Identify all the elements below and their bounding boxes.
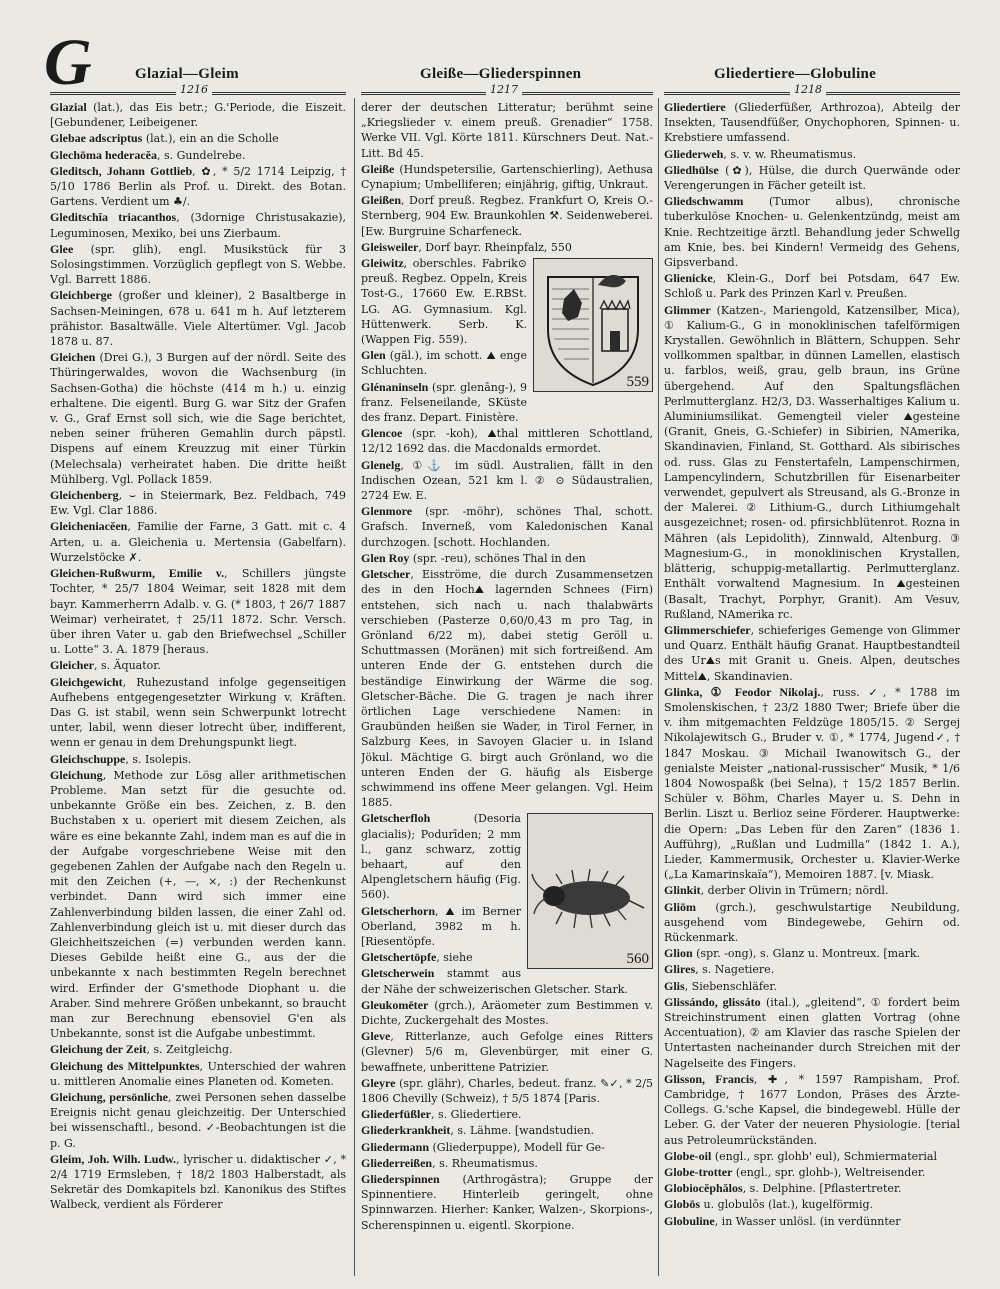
dictionary-entry (664, 685, 960, 883)
dictionary-entry (361, 193, 653, 239)
dictionary-entry (664, 883, 960, 898)
entry-text: , Unterschied der wahren u. mittleren Anomalie eines Planeten od. Kometen. (50, 1059, 346, 1088)
page-number-center: 1217 (486, 83, 522, 96)
dictionary-entry (664, 995, 960, 1071)
entry-text: , ✿, * 5/2 1714 Leipzig, † 5/10 1786 Berlin als Prof. u. Direkt. des Botan. Gartens. Verdient um ♣/. (50, 164, 346, 209)
dictionary-entry (361, 1140, 653, 1155)
insect-icon (528, 814, 652, 968)
entry-text: , Methode zur Lösg aller arithmetischen Probleme. Man setzt für die gesuchte od. unbekannte Größe ein bes. Zeichen, z. B. den Buchstaben x u. operiert mit diesem Zeichen, als wäre es eine bekannte Zahl, indem man es auf die in der Aufgabe vorgeschriebene Weise mit den gegebenen Zahlen der Aufgabe nach den Regeln u. mit den Zeichen (+, —, ×, :) der Rechenkunst verbindet. Dann wird sich immer eine Zahlenverbindung bilden lassen, die einer Zahl od. Zahlenverbindung gleich ist u. mit dieser durch das Gleichheitszeichen (=) verbunden werden kann. Dieses Gebilde heißt eine G., aus der die unbekannte x nach bestimmten Regeln berechnet wird. Erfinder der G'smethode Diophant u. die Araber. Sind mehrere Größen unbekannt, so braucht man zur Berechnung ebensoviel G'en als Unbekannte, sonst ist die Aufgabe unbestimmt. (50, 768, 346, 1041)
page-number-right: 1218 (790, 83, 826, 96)
entry-headword: Gleyre (361, 1075, 396, 1090)
dictionary-entry (361, 426, 653, 456)
entry-text: , Dorf bayr. Rheinpfalz, 550 (418, 240, 572, 254)
dictionary-entry (50, 488, 346, 518)
entry-headword: Glis (664, 978, 685, 993)
entry-text: (spr. glähr), Charles, bedeut. franz. ✎✓, * 2/5 1806 Chevilly (Schweiz), † 5/5 1874 [Paris. (361, 1076, 653, 1105)
entry-text: , Schillers jüngste Tochter, * 25/7 1804 Weimar, seit 1828 mit dem bayr. Kammerherrn Adalb. v. G. (* 1803, † 26/7 1887 Weimar) verheiratet, † 25/11 1872. Schr. Versch. über ihren Vater u. gab den Briefwechsel „Schiller u. Lotte“ 3. A. 1879 [heraus. (50, 567, 346, 657)
dictionary-entry (50, 1059, 346, 1089)
entry-headword: Gleichung der Zeit (50, 1042, 147, 1057)
entry-headword: Gleditschĭa triacanthos (50, 210, 177, 225)
entry-text: , Dorf preuß. Regbez. Frankfurt O, Kreis O.-Sternberg, 904 Ew. Braunkohlen ⚒. Seidenweberei. [Ew. Burgruine Scharfeneck. (361, 194, 653, 238)
entry-headword: Gleichung des Mittelpunktes (50, 1058, 200, 1073)
dictionary-entry (50, 1042, 346, 1057)
entry-headword: Glen Roy (361, 550, 410, 565)
entry-text: , s. v. w. Rheumatismus. (723, 147, 857, 161)
entry-headword: Glimmerschiefer (664, 622, 751, 637)
entry-text: (lat.), das Eis betr.; G.'Periode, die Eiszeit. [Gebundener, Leibeigener. (50, 101, 346, 130)
dictionary-entry (361, 1123, 653, 1138)
dictionary-entry (361, 1076, 653, 1106)
dictionary-entry (664, 1197, 960, 1212)
entry-headword: Glion (664, 946, 693, 961)
entry-headword: Gleve (361, 1029, 391, 1044)
entry-text: (Drei G.), 3 Burgen auf der nördl. Seite des Thüringerwaldes, wovon die Wachsenburg (in Sachsen-Gotha) die höchste (414 m h.) u. einzig erhaltene. Die eigentl. Burg G. war Sitz der Grafen v. G., Graf Ernst soll sich, wie die Sage berichtet, neben seiner früheren Gemahlin durch päpstl. Dispens auf einem Kreuzzug mit einer Türkin (Melechsala) verheiratet haben. Die dritte heißt Mühlberg. Vgl. Pollack 1859. (50, 351, 346, 486)
entry-text: (spr. glih), engl. Musikstück für 3 Solosingstimmen. Vorzüglich gepflegt von S. Webbe. Vgl. Barrett 1886. (50, 242, 346, 287)
entry-text: , s. Äquator. (93, 659, 161, 673)
entry-text: (spr. glenāng-), 9 franz. Felseneilande, SKüste des franz. Depart. Finistère. (361, 380, 527, 425)
entry-headword: Gleiße (361, 161, 395, 176)
entry-headword: Globōs (664, 1197, 701, 1212)
dictionary-entry (50, 242, 346, 288)
entry-text: , Siebenschläfer. (684, 979, 777, 993)
section-initial-letter: G (44, 26, 92, 99)
entry-headword: Gliōm (664, 899, 696, 914)
entry-text: , s. Delphine. [Pflastertreter. (742, 1182, 902, 1196)
entry-text: (Gliederpuppe), Modell für Ge- (429, 1140, 605, 1154)
dictionary-entry (664, 1149, 960, 1164)
entry-headword: Gleukomēter (361, 997, 429, 1012)
dictionary-entry (664, 623, 960, 684)
entry-headword: Gleicher (50, 658, 94, 673)
dictionary-entry (50, 658, 346, 673)
entry-headword: Glebae adscriptus (50, 131, 143, 146)
dictionary-entry (361, 1172, 653, 1233)
entry-text: (großer und kleiner), 2 Basaltberge in Sachsen-Meiningen, 678 u. 641 m h. Auf letzterem prähistor. Basaltwälle. Viele Altertümer. Vgl. Jacob 1878 u. 87. (50, 289, 346, 349)
dictionary-entry (50, 288, 346, 349)
dictionary-entry (664, 303, 960, 622)
entry-headword: Gletschertöpfe (361, 950, 437, 965)
dictionary-entry (361, 504, 653, 550)
entry-headword: Glenmore (361, 504, 413, 519)
entry-headword: Globuline (664, 1213, 715, 1228)
entry-headword: Gleiwitz (361, 256, 404, 271)
entry-text: (Katzen-, Mariengold, Katzensilber, Mica), ① Kalium-G., G in monoklinischen tafelförmigen Krystallen. Gewöhnlich in Blättern, Schuppen. Sehr vollkommen spaltbar, in dünnen Lamellen, elastisch u. farblos, weiß, grau, gelb braun, ins Grüne übergehend. Auf den Spaltungsflächen Perlmutterglanz. H2/3, D3. Wasserhaltiges Kalium u. Aluminiumsilikat. Gemengteil vieler ⛰gesteine (Granit, Gneis, G.-Schiefer) in Sibirien, NAmerika, Skandinavien, Finland, St. Gotthard. Als sibirisches od. russ. Glas zu Fenstertafeln, Lampenschirmen, Lampencylindern, Schutzbrillen für Eisenarbeiter verwendet, gepulvert als Streusand, als G.-Bronze in der Malerei. ② Lithium-G., durch Lithiumgehalt ausgezeichnet; rosen- od. pfirsichblütenrot. Rozna in Mähren (als Lepidolith), Zinnwald, Altenburg. ③ Magnesium-G., in monoklinischen Krystallen, blätterig, schuppig-metallartig. Perlmutterglanz. Enthält vorwaltend Magnesium. In ⛰gesteinen (Basalt, Trachyt, Porphyr, Granit). Am Vesuv, Rußland, NAmerika rc. (664, 303, 960, 621)
entry-headword: Gletscherhorn (361, 903, 435, 918)
entry-text: , ①⚓ im südl. Australien, fällt in den Indischen Ozean, 521 km l. ② ⊙ Südaustralien, 2724 Ew. E. (361, 458, 653, 503)
dictionary-entry (664, 962, 960, 977)
entry-headword: Gliederkrankheit (361, 1123, 451, 1138)
entry-text: , ✚, * 1597 Rampisham, Prof. Cambridge, † 1677 London, Präses des Ärzte-Collegs. G.'sche Kapsel, die bindegewebl. Hülle der Leber. G. der Vater der neueren Physiologie. [terial aus Petroleumrückständen. (664, 1072, 960, 1147)
dictionary-entry (361, 1156, 653, 1171)
entry-text: (spr. -möhr), schönes Thal, schott. Grafsch. Inverneß, vom Kaledonischen Kanal durchzogen. [schott. Hochlanden. (361, 505, 653, 549)
running-header-right: Gliedertiere—Globuline (714, 66, 877, 82)
dictionary-entry (361, 240, 653, 255)
dictionary-entry (50, 519, 346, 565)
entry-headword: Gliederfüßler (361, 1107, 431, 1122)
entry-headword: Gliedermann (361, 1139, 429, 1154)
figure-559-coat-of-arms (533, 258, 653, 392)
dictionary-entry (50, 675, 346, 751)
entry-text: (Arthrogăstra); Gruppe der Spinnentiere. Hinterleib geringelt, ohne Spinnwarzen. Hierher: Kanker, Walzen-, Skorpions-, Scherenspinnen u. eigentl. Skorpione. (361, 1173, 653, 1232)
entry-text: (grch.), Aräometer zum Bestimmen v. Dichte, Zuckergehalt des Mostes. (361, 998, 653, 1027)
entry-headword: Glires (664, 962, 696, 977)
coat-of-arms-icon (534, 259, 652, 391)
entry-text: u. globulōs (lat.), kugelförmig. (700, 1198, 874, 1212)
entry-text: , s. Zeitgleichg. (146, 1043, 233, 1057)
entry-headword: Glisson, Francis (664, 1071, 754, 1086)
dictionary-entry (50, 350, 346, 487)
dictionary-entry (361, 551, 653, 566)
dictionary-entry (664, 163, 960, 193)
entry-text: (spr. -reu), schönes Thal in den (409, 551, 586, 565)
dictionary-entry (361, 458, 653, 504)
entry-headword: Glechōma hederacĕa (50, 147, 157, 162)
entry-text: , ⛰ im Berner Oberland, 3982 m h. [Riesentöpfe. (361, 904, 521, 948)
entry-text: , siehe (436, 951, 473, 965)
dictionary-entry (361, 966, 653, 996)
entry-text: (engl., spr. glohb' eul), Schmiermaterial (711, 1149, 937, 1163)
dictionary-entry (664, 979, 960, 994)
entry-headword: Gleißen (361, 193, 402, 208)
entry-headword: Gleisweiler (361, 239, 419, 254)
entry-headword: Globe-trotter (664, 1165, 733, 1180)
entry-text: , s. Lähme. [wandstudien. (450, 1124, 595, 1138)
dictionary-entry (361, 567, 653, 810)
entry-headword: Gleichschuppe (50, 751, 126, 766)
dictionary-entry (664, 946, 960, 961)
entry-headword: Gliedschwamm (664, 194, 744, 209)
entry-headword: Glénaninseln (361, 379, 429, 394)
entry-headword: Gliederweh (664, 146, 724, 161)
column-divider-2 (658, 98, 659, 1276)
entry-headword: Globe-oil (664, 1148, 712, 1163)
dictionary-entry (50, 164, 346, 210)
dictionary-entry (50, 100, 346, 130)
entry-headword: Glazial (50, 100, 87, 114)
entry-text: , oberschles. Fabrik⊙ preuß. Regbez. Oppeln, Kreis Tost-G., 17660 Ew. E.RBSt. LG. AG. Gymnasium. Kgl. Hüttenwerk. Serb. K. (Wappen Fig. 559). (361, 257, 527, 347)
entry-headword: Gleichen-Rußwurm, Emilie v. (50, 566, 225, 581)
entry-text: , ⌣ in Steiermark, Bez. Feldbach, 749 Ew. Vgl. Clar 1886. (50, 489, 346, 518)
entry-text: (engl., spr. glohb-), Weltreisender. (732, 1166, 926, 1180)
dictionary-entry (361, 162, 653, 192)
dictionary-entry (50, 131, 346, 146)
entry-headword: Gleditsch, Johann Gottlieb (50, 163, 193, 178)
entry-headword: Glissándo, glissáto (664, 994, 761, 1009)
dictionary-entry (361, 100, 653, 161)
column-2 (361, 100, 653, 1275)
entry-text: , s. Rheumatismus. (432, 1156, 538, 1170)
entry-text: , Eisströme, die durch Zusammensetzen des in den Hoch⛰ lagernden Schnees (Firn) entstehen, sich nach u. nach thalabwärts verschieben (Pasterze 0,60/0,43 m pro Tag, in Grönland 6/22 m), dabei stetig Geröll u. Schuttmassen (Moränen) mit sich fortreißend. Am unteren Ende der G. entstehen durch die beständige Einwirkung der Wärme die sog. Gletscher-Bäche. Die G. tragen je nach ihrer örtlichen Lage verschiedene Namen: in Graubünden heißen sie Wader, in Tirol Ferner, in Salzburg Kees, in Savoyen Glacier u. in Island Jökul. Mächtige G. birgt auch Grönland, wo die unteren Enden der G. häufig als Eisberge schwimmend ins offene Meer gelangen. Vgl. Heim 1885. (361, 568, 653, 810)
entry-headword: Gliedhülse (664, 162, 719, 177)
entry-text: , derber Olivin in Trümern; nördl. (700, 884, 889, 898)
entry-headword: Gleichung (50, 767, 103, 782)
entry-text: , schieferiges Gemenge von Glimmer und Quarz. Enthält häufig Granat. Hauptbestandteil des Ur⛰s mit Granit u. Gneis. Alpen, deutsches Mittel⛰, Skandinavien. (664, 623, 960, 683)
dictionary-entry (664, 194, 960, 270)
dictionary-entry (664, 1072, 960, 1148)
entry-headword: Gliederreißen (361, 1155, 433, 1170)
dictionary-entry (361, 1107, 653, 1122)
running-header-left: Glazial—Gleim (135, 66, 239, 82)
entry-headword: Glimmer (664, 302, 711, 317)
entry-headword: Gletscherfloh (361, 811, 431, 826)
entry-text: (Gliederfüßer, Arthrozoa), Abteilg der Insekten, Tausendfüßer, Onychophoren, Spinnen- u. Krebstiere umfassend. (664, 101, 960, 145)
entry-text: , (3dornige Christusakazie), Leguminosen, Mexiko, bei uns Zierbaum. (50, 211, 346, 240)
entry-text: (Hundspetersilie, Gartenschierling), Aethusa Cynapium; Umbelliferen; einjährig, giftig, Unkraut. (361, 162, 653, 192)
entry-text: (spr. -ong), s. Glanz u. Montreux. [mark. (692, 947, 921, 961)
entry-text: , s. Gliedertiere. (430, 1108, 522, 1122)
entry-text: , Ritterlanze, auch Gefolge eines Ritters (Glevner) 5/6 m, Glevenbürger, mit einer G. bewaffnete, unberittene Patrizier. (361, 1030, 653, 1074)
entry-headword: Gleim, Joh. Wilh. Ludw. (50, 1151, 177, 1166)
dictionary-entry (664, 100, 960, 146)
entry-text: , s. Nagetiere. (695, 963, 775, 977)
entry-text: (gäl.), im schott. ⛰ enge Schluchten. (361, 349, 527, 378)
dictionary-entry (664, 1181, 960, 1196)
entry-text: , Familie der Farne, 3 Gatt. mit c. 4 Arten, u. a. Gleichenia u. Mertensia (Gabelfarn). Wurzelstöcke ✗. (50, 520, 346, 564)
column-1 (50, 100, 346, 1275)
dictionary-entry (664, 900, 960, 946)
figure-559-number: 559 (626, 373, 649, 390)
entry-headword: Glinka, ① Feodor Nikolaj. (664, 684, 821, 699)
entry-text: stammt aus der Nähe der schweizerischen Gletscher. Stark. (361, 967, 628, 996)
dictionary-entry (50, 1152, 346, 1213)
entry-headword: Gleichen (50, 350, 96, 365)
column-divider-1 (354, 98, 355, 1276)
entry-headword: Glinkit (664, 883, 701, 898)
entry-text: (Desoria glacialis); Podurīden; 2 mm l., ganz schwarz, zottig behaart, auf den Alpengletschern häufig (Fig. 560). (361, 812, 521, 902)
entry-text: , Ruhezustand infolge gegenseitigen Aufhebens entgegengesetzter Wirkung v. Kräften. Das G. ist stabil, wenn sein Schwerpunkt lotrecht unter, labil, wenn dieser lotrecht über, indifferent, wenn er genau in dem Drehungspunkt liegt. (50, 675, 346, 750)
entry-text: (spr. -koh), ⛰thal mittleren Schottland, 12/12 1692 das. die Macdonalds ermordet. (361, 427, 653, 456)
entry-headword: Gletscherwein (361, 966, 435, 981)
dictionary-entry (50, 768, 346, 1042)
entry-headword: Glee (50, 241, 74, 256)
entry-text: , s. Gundelrebe. (156, 148, 246, 162)
entry-headword: Gleichung, persönliche (50, 1090, 168, 1104)
entry-text: (Tumor albus), chronische tuberkulöse Knochen- u. Gelenkentzündg, meist am Knie. Rechtzeitige ärztl. Behandlung jeder Schwellg am Knie, bes. bei Kindern! Vermeidg des Gehens, Gipsverband. (664, 195, 960, 270)
entry-text: , Klein-G., Dorf bei Potsdam, 647 Ew. Schloß u. Park des Prinzen Karl v. Preußen. (664, 272, 960, 301)
dictionary-entry (50, 210, 346, 240)
dictionary-entry (664, 1214, 960, 1229)
entry-headword: Gliedertiere (664, 100, 726, 114)
entry-text: , zwei Personen sehen dasselbe Ereignis nicht genau gleichzeitig. Der Unterschied bei wissenschaftl., besond. ✓-Beobachtungen ist die p. G. (50, 1091, 346, 1150)
entry-text: (ital.), „gleitend“, ① fordert beim Streichinstrument einen glatten Vortrag (ohne Accentuation), ② am Klavier das rasche Spielen der Untertasten nacheinander durch Streichen mit der Nagelseite des Fingers. (664, 995, 960, 1070)
column-3 (664, 100, 960, 1275)
entry-headword: Gleichenberg (50, 488, 119, 503)
running-header-center: Gleiße—Gliederspinnen (420, 66, 582, 82)
entry-text: , russ. ✓, * 1788 im Smolenskischen, † 23/2 1880 Twer; Briefe über die v. ihm mitgemachten Feldzüge 1805/15. ② Sergej Nikolajewitsch G., Bruder v. ①, * 1774, Jugend✓, † 1847 Moskau. ③ Michail Iwanowitsch G., der genialste Meister „national-russischer“ Musik, * 1/6 1804 Nowospaßk (bei Selna), † 15/2 1857 Berlin. Schüler v. Böhm, Charles Mayer u. S. Dehn in Berlin. Liszt u. Berlioz seine Förderer. Hauptwerke: die Opern: „Das Leben für den Zaren“ (1836 1. Aufführg), „Rußlan und Ludmilla“ (1842 1. A.), Lieder, Kammermusik, Orchester u. Klavier-Werke („La Kamarinskaïa“), Memoiren 1887. [v. Miask. (664, 685, 960, 882)
entry-headword: Gleichberge (50, 288, 112, 303)
figure-560-number: 560 (626, 951, 649, 968)
dictionary-entry (664, 1165, 960, 1180)
dictionary-entry (361, 1029, 653, 1075)
entry-headword: Glenelg (361, 457, 401, 472)
entry-headword: Gletscher (361, 567, 411, 582)
entry-headword: Glienicke (664, 271, 713, 286)
dictionary-entry (50, 566, 346, 657)
dictionary-entry (50, 752, 346, 767)
entry-headword: Glen (361, 348, 386, 363)
page-number-left: 1216 (176, 83, 212, 96)
entry-text: (✿), Hülse, die durch Querwände oder Verengerungen in Fächer geteilt ist. (664, 163, 960, 193)
entry-headword: Gleicheniacĕen (50, 519, 128, 534)
figure-560-glacier-flea (527, 813, 653, 969)
entry-headword: Gleichgewicht (50, 674, 123, 689)
dictionary-entry (664, 271, 960, 301)
entry-text: , lyrischer u. didaktischer ✓, * 2/4 1719 Ermsleben, † 18/2 1803 Halberstadt, als Sekretär des Domkapitels bzl. Kanonikus des Stiftes Walbeck, verdient als Förderer (50, 1152, 346, 1212)
dictionary-entry (50, 148, 346, 163)
entry-text: (lat.), ein an die Scholle (142, 132, 279, 146)
entry-text: , in Wasser unlösl. (in verdünnter (714, 1214, 901, 1228)
entry-headword: Globiocĕphălos (664, 1181, 743, 1196)
entry-text: derer der deutschen Litteratur; berühmt seine „Kriegslieder v. einem preuß. Grenadier“ 1758. Werke VII. Vgl. Körte 1811. Kürschners Deut. Nat.-Litt. Bd 45. (361, 101, 653, 160)
entry-headword: Gliederspinnen (361, 1172, 440, 1187)
entry-text: (grch.), geschwulstartige Neubildung, ausgehend vom Bindegewebe, Gehirn od. Rückenmark. (664, 900, 960, 944)
dictionary-entry (361, 998, 653, 1028)
entry-text: , s. Isolepis. (125, 752, 192, 766)
dictionary-entry (664, 147, 960, 162)
dictionary-entry (50, 1090, 346, 1151)
entry-headword: Glencoe (361, 426, 403, 441)
